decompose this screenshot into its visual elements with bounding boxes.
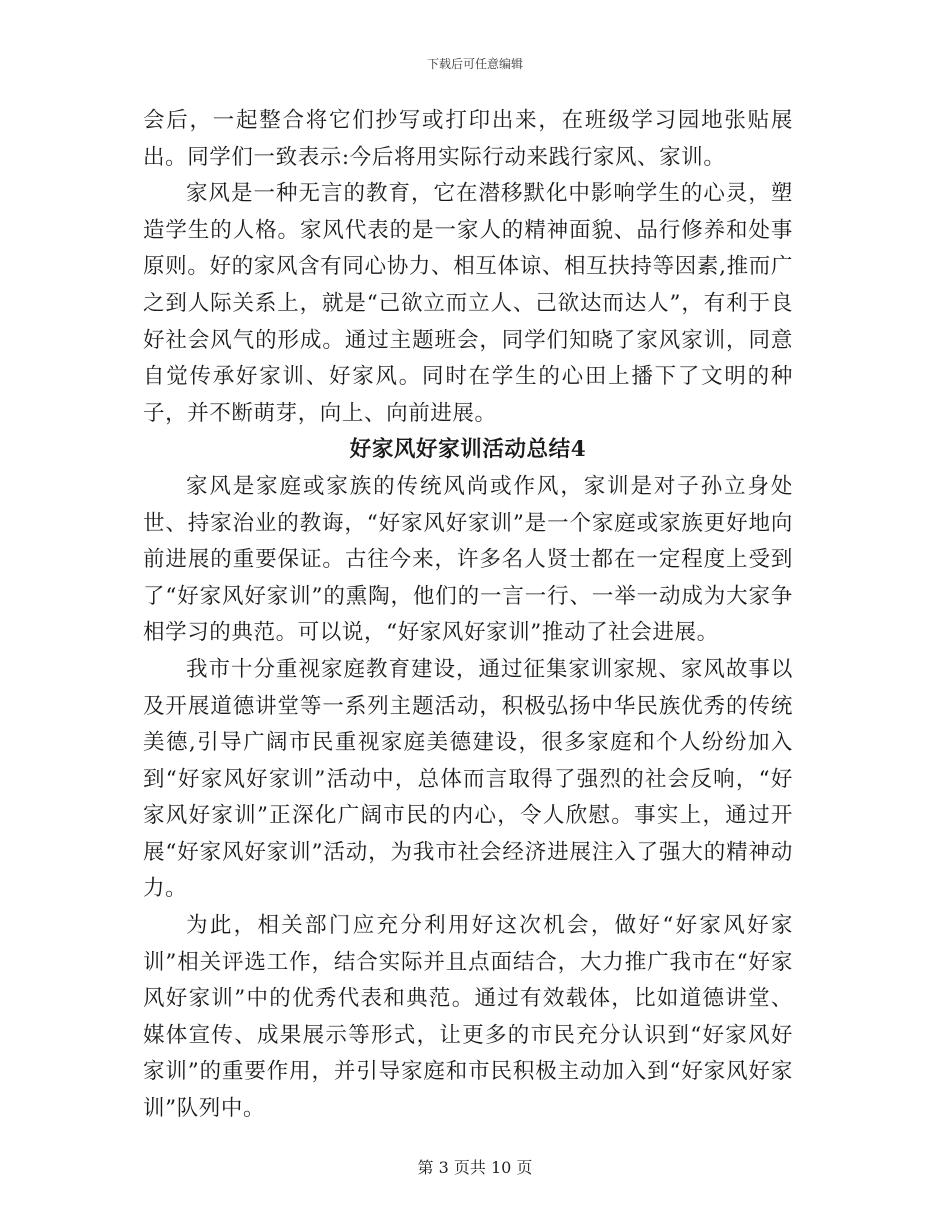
section-title: 好家风好家训活动总结4 <box>349 437 587 463</box>
paragraph-recommendations: 为此，相关部门应充分利用好这次机会，做好“好家风好家训”相关评选工作，结合实际并且点面结合，大力推广我市在“好家风好家训”中的优秀代表和典范。通过有效载体，比如道德讲堂、媒体宣传、成果展示等形式，让更多的市民充分认识到“好家风好家训”的重要作用，并引导家庭和市民积极主动加入到“好家风好家训”队列中。 <box>143 913 793 1122</box>
continued-paragraph: 会后，一起整合将它们抄写或打印出来，在班级学习园地张贴展出。同学们一致表示:今后将用实际行动来践行家风、家训。 <box>143 108 793 170</box>
paragraph-family-tradition: 家风是家庭或家族的传统风尚或作风，家训是对子孙立身处世、持家治业的教诲，“好家风好家训”是一个家庭或家族更好地向前进展的重要保证。古往今来，许多名人贤士都在一定程度上受到了“好家风好家训”的熏陶，他们的一言一行、一举一动成为大家争相学习的典范。可以说，“好家风好家训”推动了社会进展。 <box>143 473 793 646</box>
page-number: 第 3 页共 10 页 <box>417 1158 533 1177</box>
page-header-note: 下载后可任意编辑 <box>426 57 523 71</box>
paragraph-family-education: 家风是一种无言的教育，它在潜移默化中影响学生的心灵，塑造学生的人格。家风代表的是一家人的精神面貌、品行修养和处事原则。好的家风含有同心协力、相互体谅、相互扶持等因素,推而广之到人际关系上，就是“己欲立而立人、己欲达而达人”，有利于良好社会风气的形成。通过主题班会，同学们知晓了家风家训，同意自觉传承好家训、好家风。同时在学生的心田上播下了文明的种子，并不断萌芽，向上、向前进展。 <box>143 181 793 426</box>
document-body <box>143 103 793 1128</box>
paragraph-city-activities: 我市十分重视家庭教育建设，通过征集家训家规、家风故事以及开展道德讲堂等一系列主题活动，积极弘扬中华民族优秀的传统美德,引导广阔市民重视家庭美德建设，很多家庭和个人纷纷加入到“好家风好家训”活动中，总体而言取得了强烈的社会反响，“好家风好家训”正深化广阔市民的内心，令人欣慰。事实上，通过开展“好家风好家训”活动，为我市社会经济进展注入了强大的精神动力。 <box>143 656 793 902</box>
